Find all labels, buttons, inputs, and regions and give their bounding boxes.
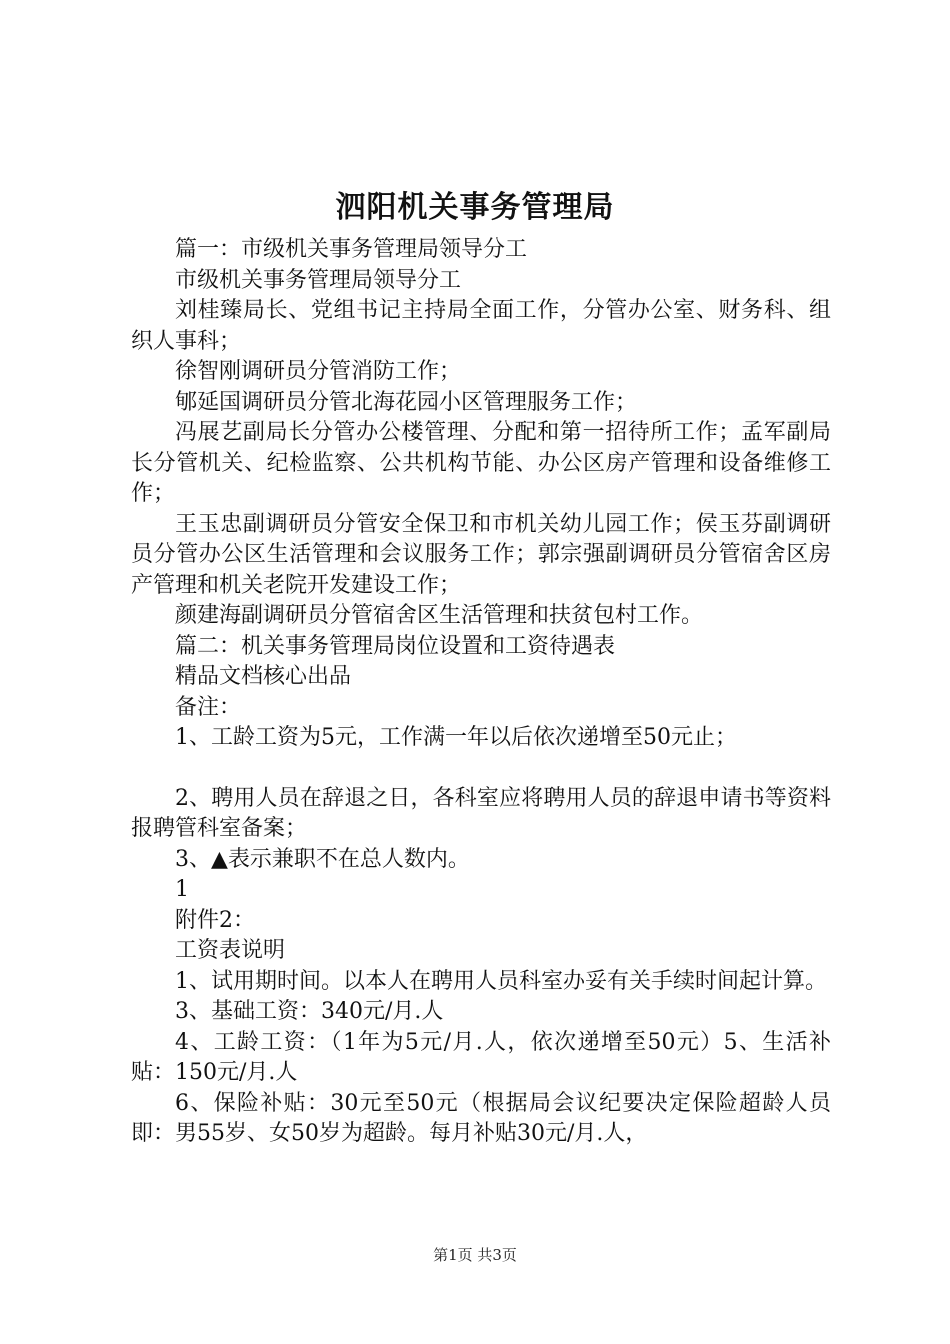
paragraph: 郇延国调研员分管北海花园小区管理服务工作； (175, 389, 638, 415)
paragraph: 精品文档核心出品 (175, 664, 352, 689)
page-footer: 第1页 共3页 (433, 1246, 517, 1264)
paragraph: 市级机关事务管理局领导分工 (175, 267, 462, 293)
paragraph: 徐智刚调研员分管消防工作； (175, 359, 462, 384)
paragraph: 4、工龄工资：（1年为5元/月.人，依次递增至50元）5、生活补贴：150元/月.人 (131, 1029, 831, 1085)
paragraph: 篇一：市级机关事务管理局领导分工 (175, 237, 528, 262)
paragraph: 冯展艺副局长分管办公楼管理、分配和第一招待所工作；孟军副局长分管机关、纪检监察、公共机构节能、办公区房产管理和设备维修工作； (131, 420, 831, 506)
paragraph: 1、试用期时间。以本人在聘用人员科室办妥有关手续时间起计算。 (175, 968, 827, 994)
paragraph: 2、聘用人员在辞退之日，各科室应将聘用人员的辞退申请书等资料报聘管科室备案； (131, 785, 831, 841)
paragraph: 篇二：机关事务管理局岗位设置和工资待遇表 (175, 633, 616, 659)
paragraph: 颜建海副调研员分管宿舍区生活管理和扶贫包村工作。 (175, 603, 704, 628)
paragraph: 王玉忠副调研员分管安全保卫和市机关幼儿园工作；侯玉芬副调研员分管办公区生活管理和会议服务工作；郭宗强副调研员分管宿舍区房产管理和机关老院开发建设工作； (131, 511, 831, 598)
document-title: 泗阳机关事务管理局 (335, 190, 615, 225)
paragraph: 3、基础工资：340元/月.人 (175, 999, 444, 1024)
paragraph: 1、工龄工资为5元，工作满一年以后依次递增至50元止； (175, 725, 737, 750)
paragraph: 工资表说明 (175, 938, 286, 963)
document-body (131, 235, 831, 1150)
paragraph: 刘桂臻局长、党组书记主持局全面工作，分管办公室、财务科、组织人事科； (131, 298, 831, 354)
paragraph: 附件2： (175, 907, 255, 933)
paragraph: 3、▲表示兼职不在总人数内。 (175, 846, 470, 872)
page-number-text: 1 (175, 877, 189, 902)
paragraph: 备注： (175, 694, 242, 720)
paragraph: 6、保险补贴：30元至50元（根据局会议纪要决定保险超龄人员即：男55岁、女50岁为超龄。每月补贴30元/月.人， (131, 1090, 831, 1146)
